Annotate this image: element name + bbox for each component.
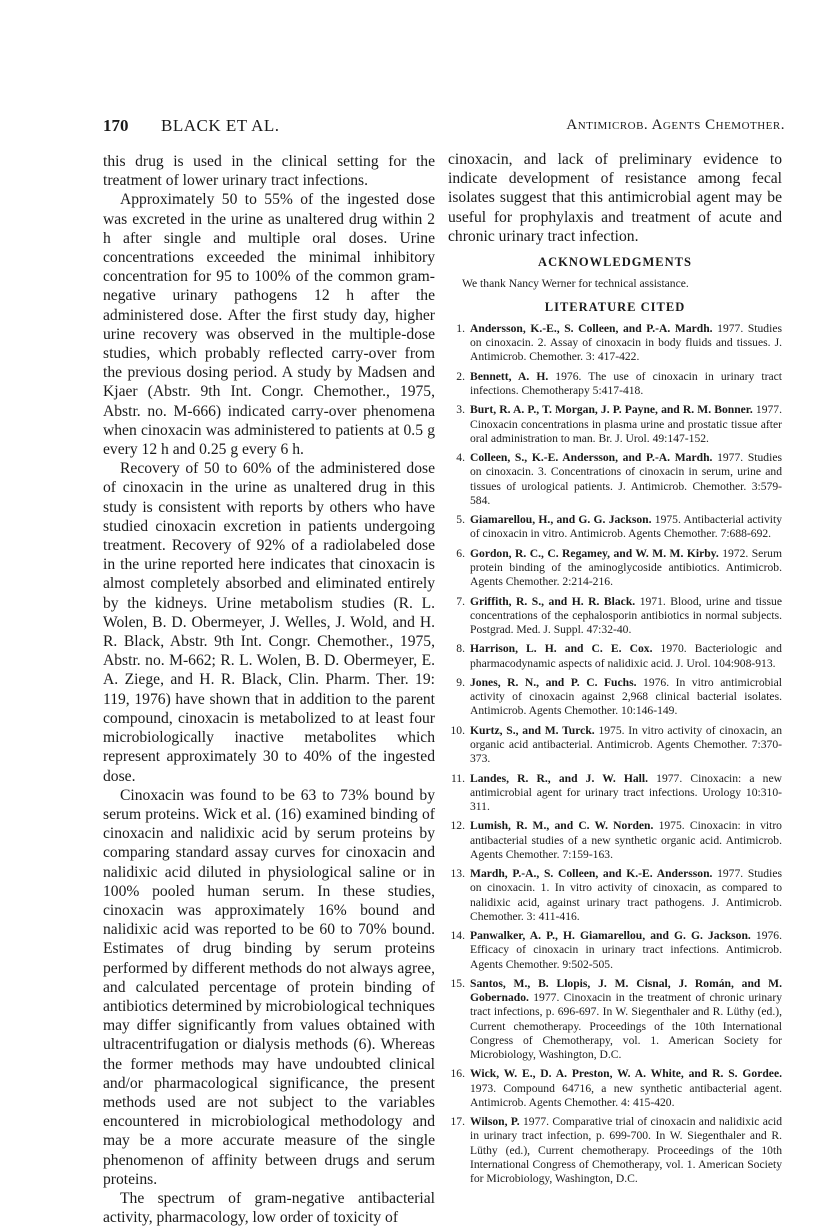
reference-number: 2.: [456, 369, 465, 383]
reference-authors: Colleen, S., K.-E. Andersson, and P.-A. Mardh.: [470, 451, 713, 465]
reference-authors: Harrison, L. H. and C. E. Cox.: [470, 642, 653, 656]
reference-text: 1970. Bacteriologic and pharmacodynamic aspects of nalidixic acid. J. Urol. 104:908-913.: [470, 642, 782, 670]
reference-text: 1977. Comparative trial of cinoxacin and nalidixic acid in urinary tract infection, p. 699-700. In W. Siegenthaler and R. Lüthy (ed.), Current chemotherapy. Proceedings of the 10th International Congress of Chemotherapy, vol. 1. American Society for Microbiology, Washington, D.C.: [470, 1115, 783, 1185]
reference-number: 7.: [456, 594, 465, 608]
paragraph: The spectrum of gram-negative antibacterial activity, pharmacology, low order of toxicity of: [103, 1189, 435, 1227]
reference-authors: Gordon, R. C., C. Regamey, and W. M. M. Kirby.: [470, 546, 719, 560]
reference-authors: Panwalker, A. P., H. Giamarellou, and G. G. Jackson.: [470, 929, 751, 943]
reference-number: 4.: [456, 451, 465, 465]
reference-text: 1976. Efficacy of cinoxacin in urinary tract infections. Antimicrob. Agents Chemother. 9:502-505.: [470, 929, 782, 971]
reference-number: 1.: [456, 322, 465, 336]
paragraph: Approximately 50 to 55% of the ingested dose was excreted in the urine as unaltered drug within 2 h after single and multiple oral doses. Urine concentrations exceeded the minimal inhibitory concentration for 95 to 100% of the common gram-negative urinary pathogens 12 h after the administered dose. After the first study day, higher urine recovery was observed in the multiple-dose studies, which probably reflected carry-over from the previous dosing period. A study by Madsen and Kjaer (Abstr. 9th Int. Congr. Chemother., 1975, Abstr. no. M-666) indicated carry-over phenomena when cinoxacin was administered to patients at 0.5 g every 12 h and 0.25 g every 6 h.: [103, 191, 435, 459]
literature-cited-heading: LITERATURE CITED: [544, 300, 686, 315]
reference-text: 1977. Cinoxacin in the treatment of chronic urinary tract infections, p. 696-697. In W. Siegenthaler and R. Lüthy (ed.), Current chemotherapy. Proceedings of the 10th International Congress of Chemotherapy, vol. 1. American Society for Microbiology, Washington, D.C.: [470, 991, 782, 1061]
acknowledgments-heading: ACKNOWLEDGMENTS: [538, 255, 692, 270]
reference-authors: Bennett, A. H.: [470, 369, 549, 383]
reference-item: [448, 724, 782, 767]
journal-name: Antimicrob. Agents Chemother.: [566, 117, 785, 133]
reference-item: [448, 451, 782, 508]
right-column: [448, 150, 782, 1191]
reference-text: 1977. Studies on cinoxacin. 2. Assay of cinoxacin in body fluids and tissues. J. Antimicrob. Chemother. 3: 417-422.: [470, 322, 782, 364]
paragraph: this drug is used in the clinical setting for the treatment of lower urinary tract infections.: [103, 153, 435, 190]
reference-number: 6.: [456, 546, 465, 560]
reference-text: 1977. Studies on cinoxacin. 3. Concentrations of cinoxacin in serum, urine and tissues of urological patients. J. Antimicrob. Chemother. 3:579-584.: [470, 451, 782, 507]
reference-item: [448, 547, 782, 590]
reference-authors: Mardh, P.-A., S. Colleen, and K.-E. Andersson.: [470, 867, 713, 881]
reference-item: [448, 977, 782, 1062]
reference-text: 1975. In vitro activity of cinoxacin, an organic acid antibacterial. Antimicrob. Agents Chemother. 7:370-373.: [470, 723, 782, 766]
reference-authors: Griffith, R. S., and H. R. Black.: [470, 594, 636, 608]
reference-number: 5.: [456, 513, 465, 527]
reference-text: 1976. The use of cinoxacin in urinary tract infections. Chemotherapy 5:417-418.: [470, 369, 782, 398]
reference-number: 3.: [456, 403, 465, 417]
reference-text: 1975. Cinoxacin: in vitro antibacterial studies of a new synthetic organic acid. Antimicrob. Agents Chemother. 7:159-163.: [470, 819, 782, 861]
paragraph: cinoxacin, and lack of preliminary evidence to indicate development of resistance among fecal isolates suggest that this antimicrobial agent may be useful for prophylaxis and treatment of acute and chronic urinary tract infection.: [448, 151, 782, 245]
page-number: 170: [103, 116, 129, 135]
reference-item: [448, 676, 782, 719]
reference-text: 1977. Cinoxacin concentrations in plasma urine and prostatic tissue after oral administration to man. Br. J. Urol. 49:147-152.: [470, 403, 783, 445]
acknowledgments-text: We thank Nancy Werner for technical assistance.: [462, 277, 689, 291]
reference-number: 12.: [450, 819, 465, 833]
reference-item: [448, 642, 782, 670]
running-header: [103, 116, 785, 138]
reference-authors: Lumish, R. M., and C. W. Norden.: [470, 819, 654, 833]
reference-number: 11.: [450, 771, 465, 785]
reference-item: [448, 929, 782, 972]
reference-authors: Burt, R. A. P., T. Morgan, J. P. Payne, and R. M. Bonner.: [470, 403, 753, 417]
left-column: [103, 152, 435, 1227]
reference-item: [448, 322, 782, 365]
reference-text: 1972. Serum protein binding of the aminoglycoside antibiotics. Antimicrob. Agents Chemother. 2:214-216.: [470, 546, 782, 589]
reference-authors: Andersson, K.-E., S. Colleen, and P.-A. Mardh.: [470, 322, 713, 336]
reference-text: 1976. In vitro antimicrobial activity of cinoxacin against 2,968 clinical bacterial isolates. Antimicrob. Agents Chemother. 10:146-149.: [470, 675, 783, 718]
reference-number: 15.: [450, 976, 465, 990]
reference-text: 1977. Studies on cinoxacin. 1. In vitro activity of cinoxacin, as compared to nalidixic acid, against urinary tract pathogens. J. Antimicrob. Chemother. 3: 411-416.: [470, 867, 782, 923]
paragraph: Cinoxacin was found to be 63 to 73% bound by serum proteins. Wick et al. (16) examined binding of cinoxacin and nalidixic acid by serum proteins by comparing standard assay curves for cinoxacin and nalidixic acid diluted in physiological saline or in 100% pooled human serum. In these studies, cinoxacin was approximately 16% bound and nalidixic acid was reported to be 60 to 70% bound. Estimates of drug binding by serum proteins performed by different methods do not always agree, and calculated percentage of protein binding of antibiotics determined by microbiological techniques may differ significantly from values obtained with ultracentrifugation or dialysis methods (6). Whereas the former methods may have undoubted clinical and/or pharmacological significance, the present methods used are not subject to the variables encountered in microbiological methodology and may be a more accurate measure of the single phenomenon of affinity between drugs and serum proteins.: [103, 786, 435, 1188]
reference-list: [448, 322, 782, 1186]
reference-item: [448, 403, 782, 446]
reference-item: [448, 370, 782, 398]
reference-authors: Jones, R. N., and P. C. Fuchs.: [470, 675, 637, 689]
reference-item: [448, 1067, 782, 1110]
reference-text: 1971. Blood, urine and tissue concentrations of the cephalosporin antibiotics in normal subjects. Postgrad. Med. J. Suppl. 47:32-40.: [470, 594, 782, 636]
reference-number: 16.: [450, 1067, 465, 1081]
reference-number: 8.: [456, 642, 465, 656]
reference-item: [448, 772, 782, 815]
reference-text: 1975. Antibacterial activity of cinoxacin in vitro. Antimicrob. Agents Chemother. 7:688-692.: [470, 513, 782, 541]
reference-authors: Santos, M., B. Llopis, J. M. Cisnal, J. Román, and M. Gobernado.: [470, 976, 782, 1005]
reference-item: [448, 1115, 782, 1186]
reference-authors: Wick, W. E., D. A. Preston, W. A. White, and R. S. Gordee.: [470, 1067, 782, 1081]
reference-number: 17.: [450, 1115, 465, 1129]
reference-number: 9.: [456, 675, 465, 689]
reference-number: 14.: [450, 929, 465, 943]
reference-item: [448, 867, 782, 924]
reference-text: 1977. Cinoxacin: a new antimicrobial agent for urinary tract infections. Urology 10:310-311.: [470, 771, 782, 813]
running-authors: BLACK ET AL.: [161, 116, 280, 135]
reference-item: [448, 513, 782, 541]
reference-authors: Kurtz, S., and M. Turck.: [470, 723, 595, 737]
reference-authors: Giamarellou, H., and G. G. Jackson.: [470, 513, 652, 527]
reference-item: [448, 595, 782, 638]
reference-text: 1973. Compound 64716, a new synthetic antibacterial agent. Antimicrob. Agents Chemother. 4: 415-420.: [470, 1081, 782, 1109]
reference-number: 10.: [450, 723, 465, 737]
reference-authors: Wilson, P.: [470, 1115, 520, 1129]
paragraph: Recovery of 50 to 60% of the administered dose of cinoxacin in the urine as unaltered drug in this study is consistent with reports by others who have studied cinoxacin excretion in patients undergoing treatment. Recovery of 92% of a radiolabeled dose in the urine reported here indicates that cinoxacin is almost completely absorbed and eliminated entirely by the kidneys. Urine metabolism studies (R. L. Wolen, B. D. Obermeyer, J. Welles, J. Wold, and H. R. Black, Abstr. 9th Int. Congr. Chemother., 1975, Abstr. no. M-662; R. L. Wolen, B. D. Obermeyer, E. A. Ziege, and H. R. Black, Clin. Pharm. Ther. 19: 119, 1976) have shown that in addition to the parent compound, cinoxacin is metabolized to at least four microbiologically inactive metabolites which represent approximately 30 to 40% of the ingested dose.: [103, 460, 435, 785]
reference-item: [448, 819, 782, 862]
reference-authors: Landes, R. R., and J. W. Hall.: [470, 771, 649, 785]
reference-number: 13.: [450, 867, 465, 881]
